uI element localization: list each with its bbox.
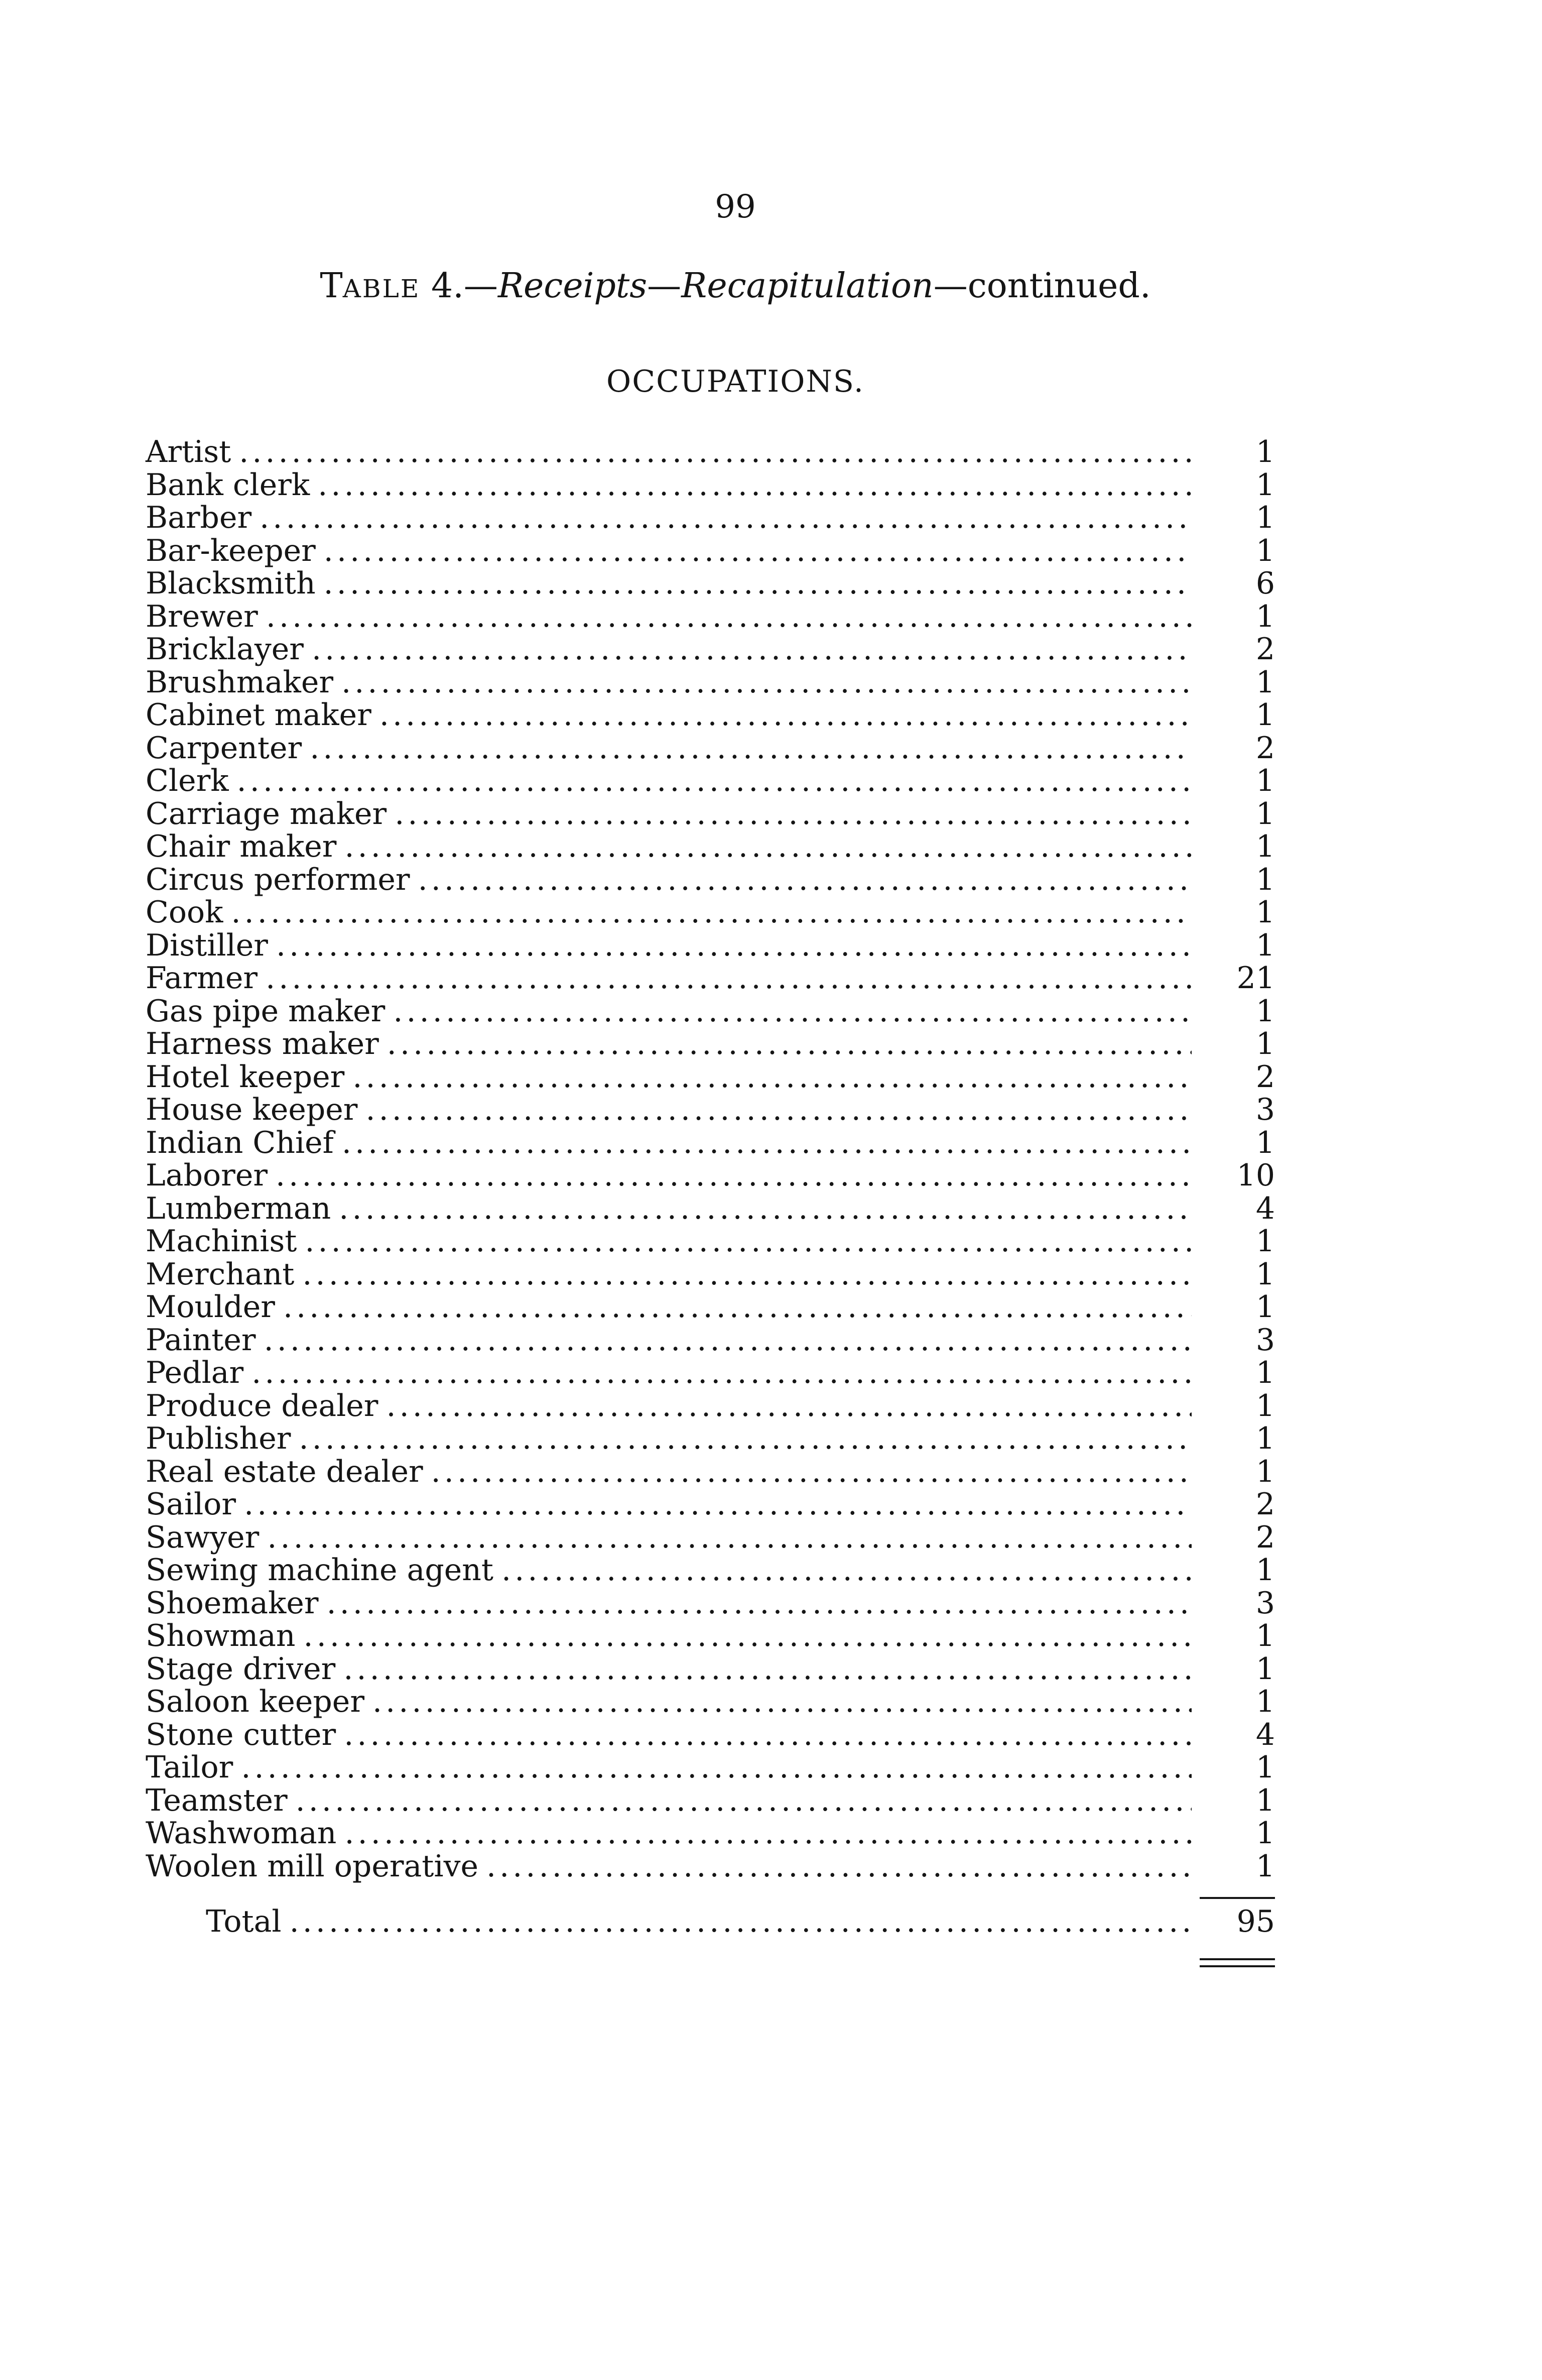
occupation-count: 3 <box>1255 1585 1275 1621</box>
occupation-list <box>146 436 1275 1883</box>
occupation-name: Brushmaker <box>146 664 334 700</box>
occupation-count: 1 <box>1255 1421 1275 1456</box>
occupation-name: Shoemaker <box>146 1585 319 1621</box>
occupation-row <box>146 929 1275 963</box>
total-double-rule <box>1200 1958 1275 1967</box>
occupation-row <box>146 765 1275 798</box>
dot-leader <box>501 1554 1192 1587</box>
dot-leader <box>327 1587 1192 1620</box>
total-value: 95 <box>1236 1904 1275 1939</box>
occupation-row <box>146 1719 1275 1752</box>
dot-leader <box>283 1291 1192 1324</box>
dot-leader <box>276 1159 1192 1193</box>
title-receipts: Receipts <box>497 266 648 306</box>
occupation-row <box>146 666 1275 699</box>
dot-leader <box>260 502 1192 535</box>
table-label-rest: ABLE <box>342 274 421 303</box>
dot-leader <box>386 1390 1192 1423</box>
occupation-row <box>146 1225 1275 1258</box>
occupation-count: 1 <box>1255 599 1275 634</box>
occupation-row <box>146 864 1275 897</box>
dot-leader <box>305 1225 1192 1258</box>
dot-leader <box>312 633 1192 666</box>
occupation-count: 1 <box>1255 895 1275 930</box>
occupation-count: 21 <box>1236 961 1275 996</box>
occupation-row <box>146 601 1275 634</box>
occupation-count: 4 <box>1255 1717 1275 1752</box>
dot-leader <box>304 1620 1192 1653</box>
title-continued: —continued. <box>933 266 1151 306</box>
occupation-count: 1 <box>1255 796 1275 831</box>
dot-leader <box>237 765 1192 798</box>
total-row <box>206 1906 1275 1939</box>
dot-leader <box>266 962 1192 995</box>
occupation-row <box>146 1061 1275 1094</box>
section-heading: OCCUPATIONS. <box>606 364 864 399</box>
occupation-row <box>146 1521 1275 1555</box>
title-recapitulation: Recapitulation <box>681 266 934 306</box>
dot-leader <box>486 1850 1192 1883</box>
occupation-count: 4 <box>1255 1191 1275 1226</box>
table-number: 4.— <box>420 266 498 306</box>
dot-leader <box>344 1719 1192 1752</box>
occupation-name: Distiller <box>146 927 268 963</box>
occupation-name: Bricklayer <box>146 632 304 667</box>
occupation-count: 1 <box>1255 1454 1275 1489</box>
occupation-row <box>146 633 1275 666</box>
occupation-row <box>146 830 1275 864</box>
dot-leader <box>387 1028 1192 1061</box>
dot-leader <box>264 1324 1192 1357</box>
dot-leader <box>302 1258 1192 1291</box>
occupation-count: 1 <box>1255 697 1275 733</box>
occupation-name: Saloon keeper <box>146 1684 364 1719</box>
occupation-count: 1 <box>1255 1684 1275 1719</box>
occupation-count: 1 <box>1255 1848 1275 1884</box>
occupation-name: Woolen mill operative <box>146 1848 478 1884</box>
occupation-name: Tailor <box>146 1750 233 1785</box>
occupation-count: 1 <box>1255 434 1275 469</box>
occupation-count: 1 <box>1255 829 1275 864</box>
dot-leader <box>267 1521 1192 1555</box>
occupation-row <box>146 436 1275 469</box>
dot-leader <box>299 1422 1192 1456</box>
occupation-row <box>146 798 1275 831</box>
occupation-row <box>146 962 1275 995</box>
occupation-row <box>146 1159 1275 1193</box>
occupation-row <box>146 1751 1275 1784</box>
occupation-count: 1 <box>1255 1782 1275 1818</box>
occupation-name: Carriage maker <box>146 796 387 831</box>
occupation-name: Circus performer <box>146 862 410 897</box>
occupation-name: Moulder <box>146 1289 275 1325</box>
dot-leader <box>343 1653 1192 1686</box>
occupation-row <box>146 1653 1275 1686</box>
occupation-count: 2 <box>1255 1519 1275 1555</box>
occupation-count: 10 <box>1236 1158 1275 1193</box>
occupation-row <box>146 1620 1275 1653</box>
dot-leader <box>296 1784 1192 1818</box>
dot-leader <box>324 535 1192 568</box>
occupation-name: Brewer <box>146 599 258 634</box>
occupation-name: Cook <box>146 895 223 930</box>
dot-leader <box>352 1061 1192 1094</box>
dot-leader <box>341 666 1192 699</box>
occupation-count: 2 <box>1255 632 1275 667</box>
occupation-name: Hotel keeper <box>146 1059 345 1095</box>
occupation-count: 6 <box>1255 566 1275 601</box>
occupation-name: Laborer <box>146 1158 268 1193</box>
occupation-name: Stone cutter <box>146 1717 336 1752</box>
occupation-name: Showman <box>146 1618 296 1653</box>
occupation-name: Produce dealer <box>146 1388 378 1423</box>
table-label-initial: T <box>320 266 343 306</box>
occupation-row <box>146 1028 1275 1061</box>
dot-leader <box>339 1193 1192 1226</box>
occupation-name: Bank clerk <box>146 467 310 503</box>
occupation-row <box>146 1686 1275 1719</box>
occupation-row <box>146 469 1275 502</box>
occupation-row <box>146 567 1275 601</box>
dot-leader <box>365 1094 1192 1127</box>
dot-leader <box>431 1456 1192 1489</box>
occupation-count: 2 <box>1255 1487 1275 1522</box>
occupation-count: 1 <box>1255 927 1275 963</box>
occupation-name: Stage driver <box>146 1651 336 1687</box>
occupation-count: 1 <box>1255 993 1275 1029</box>
occupation-name: Teamster <box>146 1782 288 1818</box>
dot-leader <box>239 436 1192 469</box>
occupation-name: Sawyer <box>146 1519 260 1555</box>
occupation-count: 3 <box>1255 1322 1275 1358</box>
occupation-name: Sewing machine agent <box>146 1553 494 1588</box>
total-rule-top <box>1200 1897 1275 1899</box>
occupation-name: Barber <box>146 500 252 535</box>
occupation-name: Gas pipe maker <box>146 993 386 1029</box>
dot-leader <box>266 601 1192 634</box>
occupation-row <box>146 699 1275 732</box>
dot-leader <box>231 896 1192 929</box>
dot-leader <box>251 1357 1192 1390</box>
occupation-count: 1 <box>1255 500 1275 535</box>
dot-leader <box>418 864 1192 897</box>
dot-leader <box>344 830 1192 864</box>
occupation-row <box>146 1850 1275 1883</box>
occupation-row <box>146 1488 1275 1521</box>
dot-leader <box>310 732 1192 765</box>
occupation-name: House keeper <box>146 1092 358 1127</box>
occupation-row <box>146 1258 1275 1291</box>
occupation-row <box>146 1422 1275 1456</box>
dot-leader <box>379 699 1192 732</box>
occupation-count: 1 <box>1255 1388 1275 1423</box>
occupation-count: 1 <box>1255 1026 1275 1061</box>
occupation-name: Blacksmith <box>146 566 316 601</box>
occupation-name: Harness maker <box>146 1026 379 1061</box>
dot-leader <box>290 1906 1192 1939</box>
table-title <box>0 266 1471 306</box>
total-label: Total <box>206 1904 282 1939</box>
dot-leader <box>372 1686 1192 1719</box>
occupation-count: 1 <box>1255 1256 1275 1292</box>
occupation-name: Artist <box>146 434 231 469</box>
dot-leader <box>393 995 1192 1028</box>
dot-leader <box>241 1751 1192 1784</box>
occupation-row <box>146 1390 1275 1423</box>
occupation-count: 1 <box>1255 1289 1275 1325</box>
dot-leader <box>342 1127 1192 1160</box>
occupation-name: Sailor <box>146 1487 236 1522</box>
occupation-name: Washwoman <box>146 1816 337 1851</box>
dot-leader <box>344 1817 1192 1850</box>
occupation-name: Cabinet maker <box>146 697 371 733</box>
occupation-name: Clerk <box>146 763 229 798</box>
occupation-name: Merchant <box>146 1256 295 1292</box>
dot-leader <box>276 929 1192 963</box>
occupation-count: 1 <box>1255 1355 1275 1390</box>
occupation-count: 1 <box>1255 763 1275 798</box>
occupation-name: Lumberman <box>146 1191 331 1226</box>
occupation-count: 1 <box>1255 1125 1275 1160</box>
occupation-count: 1 <box>1255 1750 1275 1785</box>
occupation-name: Machinist <box>146 1224 297 1259</box>
occupation-row <box>146 1291 1275 1324</box>
occupation-row <box>146 995 1275 1028</box>
occupation-count: 3 <box>1255 1092 1275 1127</box>
occupation-name: Bar-keeper <box>146 533 316 568</box>
occupation-row <box>146 1357 1275 1390</box>
occupation-row <box>146 1127 1275 1160</box>
occupation-count: 1 <box>1255 1553 1275 1588</box>
occupation-count: 1 <box>1255 664 1275 700</box>
occupation-count: 1 <box>1255 1618 1275 1653</box>
dot-leader <box>395 798 1192 831</box>
occupation-row <box>146 1784 1275 1818</box>
dot-leader <box>324 567 1192 601</box>
occupation-row <box>146 502 1275 535</box>
occupation-count: 1 <box>1255 1816 1275 1851</box>
occupation-name: Real estate dealer <box>146 1454 423 1489</box>
occupation-name: Pedlar <box>146 1355 244 1390</box>
occupation-name: Indian Chief <box>146 1125 334 1160</box>
title-dash: — <box>647 266 682 306</box>
occupation-row <box>146 1817 1275 1850</box>
occupation-count: 2 <box>1255 730 1275 766</box>
occupation-row <box>146 1456 1275 1489</box>
occupation-name: Publisher <box>146 1421 291 1456</box>
dot-leader <box>318 469 1192 502</box>
occupation-row <box>146 732 1275 765</box>
occupation-row <box>146 1094 1275 1127</box>
occupation-count: 1 <box>1255 467 1275 503</box>
occupation-row <box>146 1324 1275 1357</box>
occupation-row <box>146 535 1275 568</box>
occupation-count: 1 <box>1255 533 1275 568</box>
occupation-row <box>146 1193 1275 1226</box>
occupation-count: 1 <box>1255 1224 1275 1259</box>
occupation-name: Chair maker <box>146 829 337 864</box>
occupation-name: Carpenter <box>146 730 302 766</box>
page-number: 99 <box>715 188 756 225</box>
occupation-name: Painter <box>146 1322 256 1358</box>
occupation-count: 1 <box>1255 862 1275 897</box>
occupation-count: 2 <box>1255 1059 1275 1095</box>
occupation-row <box>146 1554 1275 1587</box>
occupation-count: 1 <box>1255 1651 1275 1687</box>
dot-leader <box>244 1488 1192 1521</box>
occupation-row <box>146 1587 1275 1620</box>
occupation-name: Farmer <box>146 961 258 996</box>
occupation-row <box>146 896 1275 929</box>
